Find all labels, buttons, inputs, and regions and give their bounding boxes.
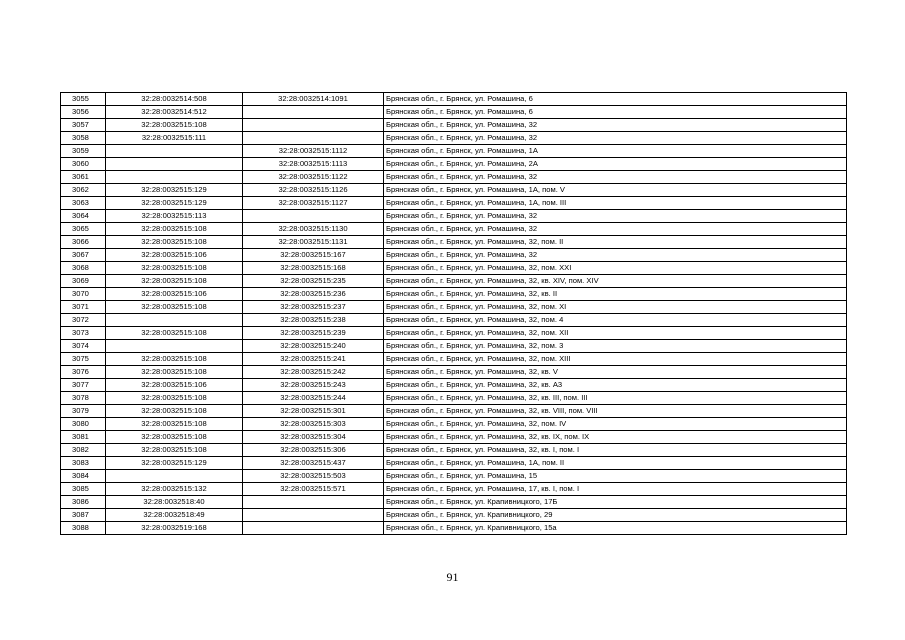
row-number-cell: 3061 bbox=[61, 171, 106, 184]
table-row bbox=[61, 418, 847, 431]
row-number-cell: 3058 bbox=[61, 132, 106, 145]
object-number-cell bbox=[243, 522, 384, 535]
parcel-number-cell: 32:28:0032514:512 bbox=[106, 106, 243, 119]
object-number-cell: 32:28:0032515:1127 bbox=[243, 197, 384, 210]
object-number-cell: 32:28:0032515:236 bbox=[243, 288, 384, 301]
parcel-number-cell: 32:28:0032515:108 bbox=[106, 405, 243, 418]
address-cell: Брянская обл., г. Брянск, ул. Ромашина, 1А, пом. V bbox=[384, 184, 847, 197]
address-cell: Брянская обл., г. Брянск, ул. Ромашина, 15 bbox=[384, 470, 847, 483]
parcel-number-cell bbox=[106, 340, 243, 353]
table-row bbox=[61, 210, 847, 223]
object-number-cell: 32:28:0032515:239 bbox=[243, 327, 384, 340]
table-row bbox=[61, 379, 847, 392]
parcel-number-cell: 32:28:0032519:168 bbox=[106, 522, 243, 535]
parcel-number-cell: 32:28:0032515:108 bbox=[106, 301, 243, 314]
address-cell: Брянская обл., г. Брянск, ул. Ромашина, 32 bbox=[384, 171, 847, 184]
object-number-cell bbox=[243, 106, 384, 119]
object-number-cell: 32:28:0032515:1122 bbox=[243, 171, 384, 184]
address-cell: Брянская обл., г. Брянск, ул. Ромашина, 32, кв. IX, пом. IX bbox=[384, 431, 847, 444]
address-cell: Брянская обл., г. Брянск, ул. Крапивницкого, 17Б bbox=[384, 496, 847, 509]
table-row bbox=[61, 483, 847, 496]
parcel-number-cell: 32:28:0032515:108 bbox=[106, 275, 243, 288]
object-number-cell: 32:28:0032515:437 bbox=[243, 457, 384, 470]
address-cell: Брянская обл., г. Брянск, ул. Ромашина, 32 bbox=[384, 119, 847, 132]
address-cell: Брянская обл., г. Брянск, ул. Ромашина, 32, пом. XIII bbox=[384, 353, 847, 366]
row-number-cell: 3055 bbox=[61, 93, 106, 106]
row-number-cell: 3068 bbox=[61, 262, 106, 275]
address-cell: Брянская обл., г. Брянск, ул. Ромашина, 32, кв. А3 bbox=[384, 379, 847, 392]
page-number: 91 bbox=[446, 570, 459, 584]
address-cell: Брянская обл., г. Брянск, ул. Ромашина, 6 bbox=[384, 93, 847, 106]
row-number-cell: 3073 bbox=[61, 327, 106, 340]
table-row bbox=[61, 158, 847, 171]
parcel-number-cell bbox=[106, 470, 243, 483]
parcel-number-cell: 32:28:0032515:111 bbox=[106, 132, 243, 145]
table-row bbox=[61, 301, 847, 314]
table-row bbox=[61, 314, 847, 327]
register-table bbox=[60, 92, 847, 535]
table-row bbox=[61, 431, 847, 444]
table-row bbox=[61, 262, 847, 275]
row-number-cell: 3076 bbox=[61, 366, 106, 379]
parcel-number-cell bbox=[106, 314, 243, 327]
object-number-cell: 32:28:0032515:304 bbox=[243, 431, 384, 444]
object-number-cell: 32:28:0032515:571 bbox=[243, 483, 384, 496]
object-number-cell: 32:28:0032515:242 bbox=[243, 366, 384, 379]
address-cell: Брянская обл., г. Брянск, ул. Ромашина, 17, кв. I, пом. I bbox=[384, 483, 847, 496]
table-row bbox=[61, 132, 847, 145]
parcel-number-cell: 32:28:0032514:508 bbox=[106, 93, 243, 106]
row-number-cell: 3064 bbox=[61, 210, 106, 223]
row-number-cell: 3070 bbox=[61, 288, 106, 301]
parcel-number-cell bbox=[106, 158, 243, 171]
object-number-cell: 32:28:0032514:1091 bbox=[243, 93, 384, 106]
address-cell: Брянская обл., г. Брянск, ул. Крапивницкого, 15а bbox=[384, 522, 847, 535]
table-row bbox=[61, 145, 847, 158]
row-number-cell: 3062 bbox=[61, 184, 106, 197]
table-row bbox=[61, 496, 847, 509]
object-number-cell: 32:28:0032515:167 bbox=[243, 249, 384, 262]
table-row bbox=[61, 106, 847, 119]
parcel-number-cell: 32:28:0032515:108 bbox=[106, 392, 243, 405]
parcel-number-cell: 32:28:0032515:108 bbox=[106, 262, 243, 275]
parcel-number-cell: 32:28:0032515:108 bbox=[106, 418, 243, 431]
row-number-cell: 3065 bbox=[61, 223, 106, 236]
address-cell: Брянская обл., г. Брянск, ул. Ромашина, 32 bbox=[384, 249, 847, 262]
object-number-cell: 32:28:0032515:241 bbox=[243, 353, 384, 366]
row-number-cell: 3071 bbox=[61, 301, 106, 314]
table-row bbox=[61, 470, 847, 483]
object-number-cell: 32:28:0032515:240 bbox=[243, 340, 384, 353]
object-number-cell: 32:28:0032515:237 bbox=[243, 301, 384, 314]
row-number-cell: 3077 bbox=[61, 379, 106, 392]
parcel-number-cell: 32:28:0032515:113 bbox=[106, 210, 243, 223]
table-row bbox=[61, 353, 847, 366]
row-number-cell: 3063 bbox=[61, 197, 106, 210]
parcel-number-cell bbox=[106, 171, 243, 184]
row-number-cell: 3067 bbox=[61, 249, 106, 262]
address-cell: Брянская обл., г. Брянск, ул. Ромашина, 32, кв. III, пом. III bbox=[384, 392, 847, 405]
parcel-number-cell: 32:28:0032518:49 bbox=[106, 509, 243, 522]
row-number-cell: 3057 bbox=[61, 119, 106, 132]
parcel-number-cell: 32:28:0032515:129 bbox=[106, 184, 243, 197]
address-cell: Брянская обл., г. Брянск, ул. Ромашина, 1А, пом. II bbox=[384, 457, 847, 470]
parcel-number-cell: 32:28:0032515:108 bbox=[106, 444, 243, 457]
address-cell: Брянская обл., г. Брянск, ул. Ромашина, 6 bbox=[384, 106, 847, 119]
parcel-number-cell: 32:28:0032515:129 bbox=[106, 197, 243, 210]
row-number-cell: 3088 bbox=[61, 522, 106, 535]
address-cell: Брянская обл., г. Брянск, ул. Ромашина, 32, пом. XII bbox=[384, 327, 847, 340]
table-row bbox=[61, 327, 847, 340]
table-row bbox=[61, 457, 847, 470]
address-cell: Брянская обл., г. Брянск, ул. Ромашина, 32, пом. IV bbox=[384, 418, 847, 431]
row-number-cell: 3078 bbox=[61, 392, 106, 405]
object-number-cell bbox=[243, 132, 384, 145]
table-row bbox=[61, 275, 847, 288]
table-row bbox=[61, 119, 847, 132]
parcel-number-cell: 32:28:0032515:108 bbox=[106, 223, 243, 236]
object-number-cell bbox=[243, 509, 384, 522]
object-number-cell: 32:28:0032515:244 bbox=[243, 392, 384, 405]
object-number-cell: 32:28:0032515:1126 bbox=[243, 184, 384, 197]
address-cell: Брянская обл., г. Брянск, ул. Ромашина, 32, кв. V bbox=[384, 366, 847, 379]
object-number-cell: 32:28:0032515:243 bbox=[243, 379, 384, 392]
address-cell: Брянская обл., г. Брянск, ул. Ромашина, 32 bbox=[384, 132, 847, 145]
row-number-cell: 3074 bbox=[61, 340, 106, 353]
table-row bbox=[61, 340, 847, 353]
table-row bbox=[61, 184, 847, 197]
address-cell: Брянская обл., г. Брянск, ул. Ромашина, 1А bbox=[384, 145, 847, 158]
row-number-cell: 3085 bbox=[61, 483, 106, 496]
row-number-cell: 3066 bbox=[61, 236, 106, 249]
object-number-cell: 32:28:0032515:303 bbox=[243, 418, 384, 431]
parcel-number-cell: 32:28:0032515:106 bbox=[106, 249, 243, 262]
object-number-cell: 32:28:0032515:1113 bbox=[243, 158, 384, 171]
row-number-cell: 3060 bbox=[61, 158, 106, 171]
address-cell: Брянская обл., г. Брянск, ул. Ромашина, 32, кв. I, пом. I bbox=[384, 444, 847, 457]
table-row bbox=[61, 405, 847, 418]
address-cell: Брянская обл., г. Брянск, ул. Крапивницкого, 29 bbox=[384, 509, 847, 522]
table-row bbox=[61, 509, 847, 522]
table-row bbox=[61, 171, 847, 184]
address-cell: Брянская обл., г. Брянск, ул. Ромашина, 32, пом. XI bbox=[384, 301, 847, 314]
row-number-cell: 3080 bbox=[61, 418, 106, 431]
table-row bbox=[61, 366, 847, 379]
object-number-cell: 32:28:0032515:503 bbox=[243, 470, 384, 483]
table-row bbox=[61, 223, 847, 236]
row-number-cell: 3083 bbox=[61, 457, 106, 470]
parcel-number-cell: 32:28:0032515:108 bbox=[106, 431, 243, 444]
register-table-body bbox=[61, 93, 847, 535]
row-number-cell: 3086 bbox=[61, 496, 106, 509]
table-row bbox=[61, 93, 847, 106]
table-row bbox=[61, 392, 847, 405]
object-number-cell bbox=[243, 119, 384, 132]
object-number-cell: 32:28:0032515:1131 bbox=[243, 236, 384, 249]
address-cell: Брянская обл., г. Брянск, ул. Ромашина, 32, пом. 3 bbox=[384, 340, 847, 353]
row-number-cell: 3087 bbox=[61, 509, 106, 522]
parcel-number-cell: 32:28:0032515:106 bbox=[106, 379, 243, 392]
parcel-number-cell: 32:28:0032515:132 bbox=[106, 483, 243, 496]
address-cell: Брянская обл., г. Брянск, ул. Ромашина, 32, кв. VIII, пом. VIII bbox=[384, 405, 847, 418]
address-cell: Брянская обл., г. Брянск, ул. Ромашина, 1А, пом. III bbox=[384, 197, 847, 210]
object-number-cell: 32:28:0032515:238 bbox=[243, 314, 384, 327]
parcel-number-cell: 32:28:0032515:108 bbox=[106, 236, 243, 249]
table-row bbox=[61, 197, 847, 210]
address-cell: Брянская обл., г. Брянск, ул. Ромашина, 32 bbox=[384, 223, 847, 236]
address-cell: Брянская обл., г. Брянск, ул. Ромашина, 32, пом. XXI bbox=[384, 262, 847, 275]
parcel-number-cell: 32:28:0032515:108 bbox=[106, 327, 243, 340]
row-number-cell: 3075 bbox=[61, 353, 106, 366]
object-number-cell bbox=[243, 496, 384, 509]
table-row bbox=[61, 444, 847, 457]
parcel-number-cell bbox=[106, 145, 243, 158]
parcel-number-cell: 32:28:0032515:108 bbox=[106, 353, 243, 366]
parcel-number-cell: 32:28:0032515:108 bbox=[106, 366, 243, 379]
row-number-cell: 3056 bbox=[61, 106, 106, 119]
address-cell: Брянская обл., г. Брянск, ул. Ромашина, 32, кв. XIV, пом. XIV bbox=[384, 275, 847, 288]
address-cell: Брянская обл., г. Брянск, ул. Ромашина, 32, пом. II bbox=[384, 236, 847, 249]
table-row bbox=[61, 522, 847, 535]
table-row bbox=[61, 236, 847, 249]
address-cell: Брянская обл., г. Брянск, ул. Ромашина, 2А bbox=[384, 158, 847, 171]
object-number-cell: 32:28:0032515:1112 bbox=[243, 145, 384, 158]
parcel-number-cell: 32:28:0032518:40 bbox=[106, 496, 243, 509]
table-row bbox=[61, 288, 847, 301]
row-number-cell: 3084 bbox=[61, 470, 106, 483]
row-number-cell: 3069 bbox=[61, 275, 106, 288]
table-row bbox=[61, 249, 847, 262]
object-number-cell: 32:28:0032515:168 bbox=[243, 262, 384, 275]
object-number-cell: 32:28:0032515:1130 bbox=[243, 223, 384, 236]
object-number-cell bbox=[243, 210, 384, 223]
address-cell: Брянская обл., г. Брянск, ул. Ромашина, 32, кв. II bbox=[384, 288, 847, 301]
parcel-number-cell: 32:28:0032515:129 bbox=[106, 457, 243, 470]
parcel-number-cell: 32:28:0032515:108 bbox=[106, 119, 243, 132]
parcel-number-cell: 32:28:0032515:106 bbox=[106, 288, 243, 301]
row-number-cell: 3072 bbox=[61, 314, 106, 327]
row-number-cell: 3059 bbox=[61, 145, 106, 158]
address-cell: Брянская обл., г. Брянск, ул. Ромашина, 32, пом. 4 bbox=[384, 314, 847, 327]
address-cell: Брянская обл., г. Брянск, ул. Ромашина, 32 bbox=[384, 210, 847, 223]
row-number-cell: 3079 bbox=[61, 405, 106, 418]
object-number-cell: 32:28:0032515:235 bbox=[243, 275, 384, 288]
row-number-cell: 3082 bbox=[61, 444, 106, 457]
row-number-cell: 3081 bbox=[61, 431, 106, 444]
object-number-cell: 32:28:0032515:306 bbox=[243, 444, 384, 457]
object-number-cell: 32:28:0032515:301 bbox=[243, 405, 384, 418]
